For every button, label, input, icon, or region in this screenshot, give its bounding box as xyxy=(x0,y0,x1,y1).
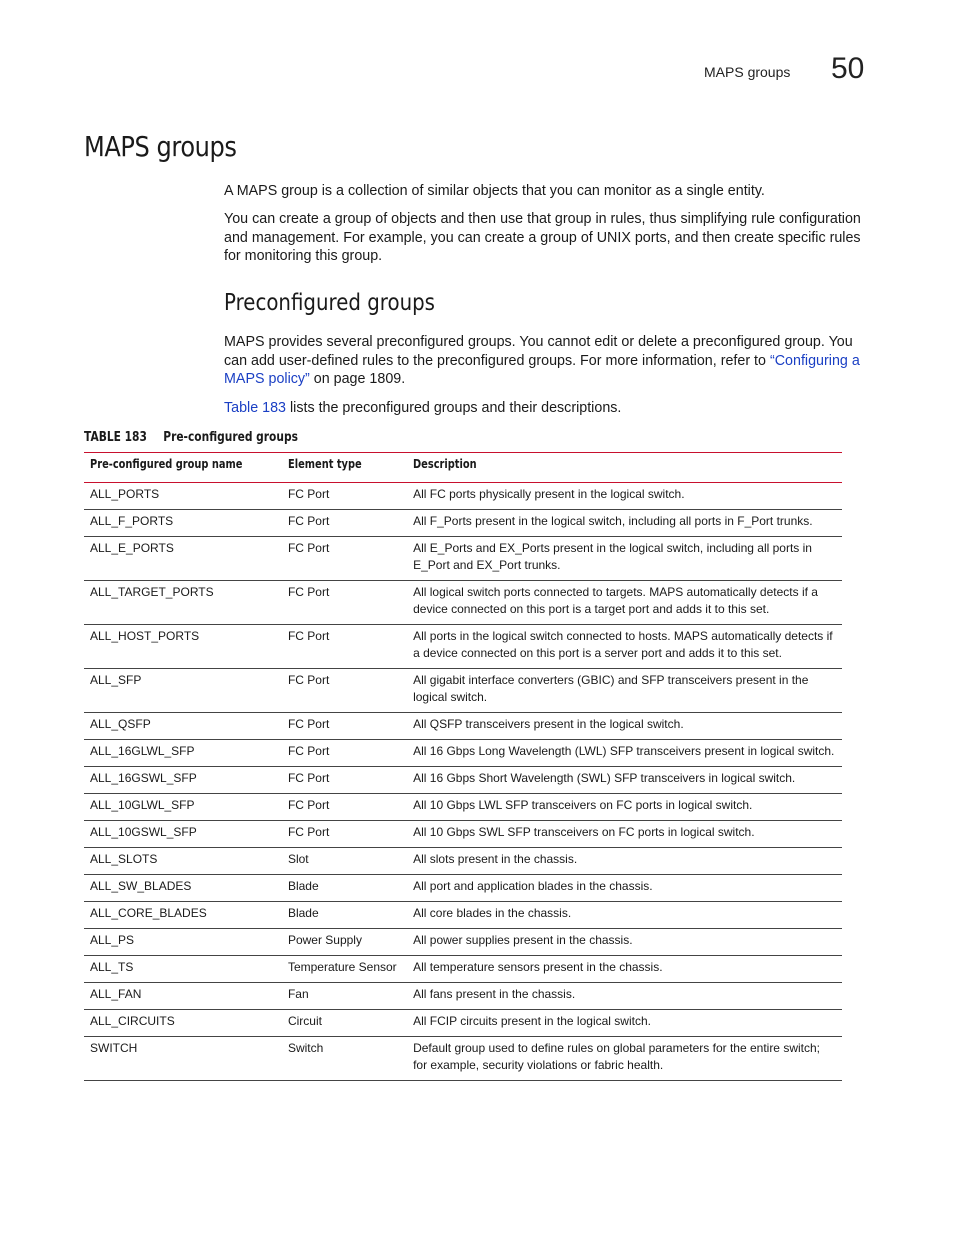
element-type-cell: FC Port xyxy=(282,767,407,794)
group-name-cell: ALL_TARGET_PORTS xyxy=(84,581,282,625)
table-caption xyxy=(84,430,298,445)
paragraph-text: on page 1809. xyxy=(309,371,406,387)
paragraph-text: MAPS provides several preconfigured groups. You cannot edit or delete a preconfigured group. You can add user-defined rules to the preconfigured groups. For more information, refer to xyxy=(224,334,853,369)
table-row xyxy=(84,713,842,740)
group-name-cell: ALL_PS xyxy=(84,929,282,956)
element-type-cell: FC Port xyxy=(282,794,407,821)
running-header-title: MAPS groups xyxy=(704,64,791,80)
element-type-cell: Blade xyxy=(282,875,407,902)
table-header-row xyxy=(84,453,842,483)
table-caption-title: Pre-configured groups xyxy=(163,430,298,445)
description-cell: All QSFP transceivers present in the logical switch. xyxy=(407,713,842,740)
element-type-cell: FC Port xyxy=(282,483,407,510)
group-name-cell: ALL_SW_BLADES xyxy=(84,875,282,902)
description-cell: All temperature sensors present in the chassis. xyxy=(407,956,842,983)
column-header: Description xyxy=(407,453,842,483)
page-title: MAPS groups xyxy=(84,130,237,163)
chapter-number: 50 xyxy=(831,52,865,85)
description-cell: All power supplies present in the chassis. xyxy=(407,929,842,956)
group-name-cell: ALL_QSFP xyxy=(84,713,282,740)
table-row xyxy=(84,537,842,581)
element-type-cell: Circuit xyxy=(282,1010,407,1037)
group-name-cell: ALL_F_PORTS xyxy=(84,510,282,537)
group-name-cell: ALL_16GLWL_SFP xyxy=(84,740,282,767)
description-cell: All E_Ports and EX_Ports present in the logical switch, including all ports in E_Port and EX_Port trunks. xyxy=(407,537,842,581)
table-row xyxy=(84,902,842,929)
configuring-policy-link[interactable]: “Configuring a MAPS policy” xyxy=(224,352,860,387)
table-row xyxy=(84,581,842,625)
column-header: Element type xyxy=(282,453,407,483)
table-row xyxy=(84,767,842,794)
group-name-cell: ALL_FAN xyxy=(84,983,282,1010)
table-row xyxy=(84,625,842,669)
group-name-cell: ALL_10GSWL_SFP xyxy=(84,821,282,848)
description-cell: All 10 Gbps LWL SFP transceivers on FC ports in logical switch. xyxy=(407,794,842,821)
table-row xyxy=(84,1037,842,1081)
description-cell: All 16 Gbps Long Wavelength (LWL) SFP transceivers present in logical switch. xyxy=(407,740,842,767)
group-name-cell: ALL_CIRCUITS xyxy=(84,1010,282,1037)
description-cell: All ports in the logical switch connected to hosts. MAPS automatically detects if a device connected on this port is a server port and adds it to this set. xyxy=(407,625,842,669)
intro-paragraph: A MAPS group is a collection of similar objects that you can monitor as a single entity. xyxy=(224,183,765,199)
element-type-cell: Slot xyxy=(282,848,407,875)
element-type-cell: FC Port xyxy=(282,581,407,625)
description-cell: All core blades in the chassis. xyxy=(407,902,842,929)
group-name-cell: ALL_16GSWL_SFP xyxy=(84,767,282,794)
description-cell: Default group used to define rules on global parameters for the entire switch; for example, security violations or fabric health. xyxy=(407,1037,842,1081)
table-caption-number: TABLE 183 xyxy=(84,430,147,445)
group-name-cell: ALL_TS xyxy=(84,956,282,983)
group-name-cell: ALL_SFP xyxy=(84,669,282,713)
description-cell: All F_Ports present in the logical switch, including all ports in F_Port trunks. xyxy=(407,510,842,537)
table-body xyxy=(84,483,842,1081)
element-type-cell: Temperature Sensor xyxy=(282,956,407,983)
description-cell: All gigabit interface converters (GBIC) and SFP transceivers present in the logical switch. xyxy=(407,669,842,713)
table-row xyxy=(84,510,842,537)
group-name-cell: ALL_HOST_PORTS xyxy=(84,625,282,669)
table-row xyxy=(84,821,842,848)
table-row xyxy=(84,983,842,1010)
element-type-cell: FC Port xyxy=(282,740,407,767)
description-cell: All logical switch ports connected to targets. MAPS automatically detects if a device connected on this port is a target port and adds it to this set. xyxy=(407,581,842,625)
group-name-cell: ALL_E_PORTS xyxy=(84,537,282,581)
element-type-cell: Fan xyxy=(282,983,407,1010)
description-cell: All FC ports physically present in the logical switch. xyxy=(407,483,842,510)
element-type-cell: FC Port xyxy=(282,821,407,848)
section-title: Preconfigured groups xyxy=(224,290,435,316)
element-type-cell: FC Port xyxy=(282,625,407,669)
element-type-cell: FC Port xyxy=(282,713,407,740)
element-type-cell: Switch xyxy=(282,1037,407,1081)
group-name-cell: SWITCH xyxy=(84,1037,282,1081)
table-row xyxy=(84,740,842,767)
section-paragraph xyxy=(224,333,869,389)
column-header: Pre-configured group name xyxy=(84,453,282,483)
table-row xyxy=(84,875,842,902)
table-row xyxy=(84,669,842,713)
table-row xyxy=(84,929,842,956)
intro-paragraph: You can create a group of objects and then use that group in rules, thus simplifying rule configuration and management. For example, you can create a group of UNIX ports, and then create specific rules for monitoring this group. xyxy=(224,211,861,264)
element-type-cell: Power Supply xyxy=(282,929,407,956)
element-type-cell: FC Port xyxy=(282,510,407,537)
group-name-cell: ALL_PORTS xyxy=(84,483,282,510)
element-type-cell: Blade xyxy=(282,902,407,929)
preconfigured-groups-table xyxy=(84,452,842,1081)
table-row xyxy=(84,1010,842,1037)
description-cell: All 10 Gbps SWL SFP transceivers on FC ports in logical switch. xyxy=(407,821,842,848)
element-type-cell: FC Port xyxy=(282,537,407,581)
table-row xyxy=(84,794,842,821)
table-row xyxy=(84,483,842,510)
paragraph-text: lists the preconfigured groups and their descriptions. xyxy=(286,400,622,416)
description-cell: All slots present in the chassis. xyxy=(407,848,842,875)
element-type-cell: FC Port xyxy=(282,669,407,713)
group-name-cell: ALL_CORE_BLADES xyxy=(84,902,282,929)
section-paragraph xyxy=(224,399,869,418)
description-cell: All port and application blades in the chassis. xyxy=(407,875,842,902)
description-cell: All FCIP circuits present in the logical switch. xyxy=(407,1010,842,1037)
table-row xyxy=(84,956,842,983)
group-name-cell: ALL_10GLWL_SFP xyxy=(84,794,282,821)
group-name-cell: ALL_SLOTS xyxy=(84,848,282,875)
table-reference-link[interactable]: Table 183 xyxy=(224,400,287,416)
description-cell: All fans present in the chassis. xyxy=(407,983,842,1010)
description-cell: All 16 Gbps Short Wavelength (SWL) SFP transceivers in logical switch. xyxy=(407,767,842,794)
table-row xyxy=(84,848,842,875)
